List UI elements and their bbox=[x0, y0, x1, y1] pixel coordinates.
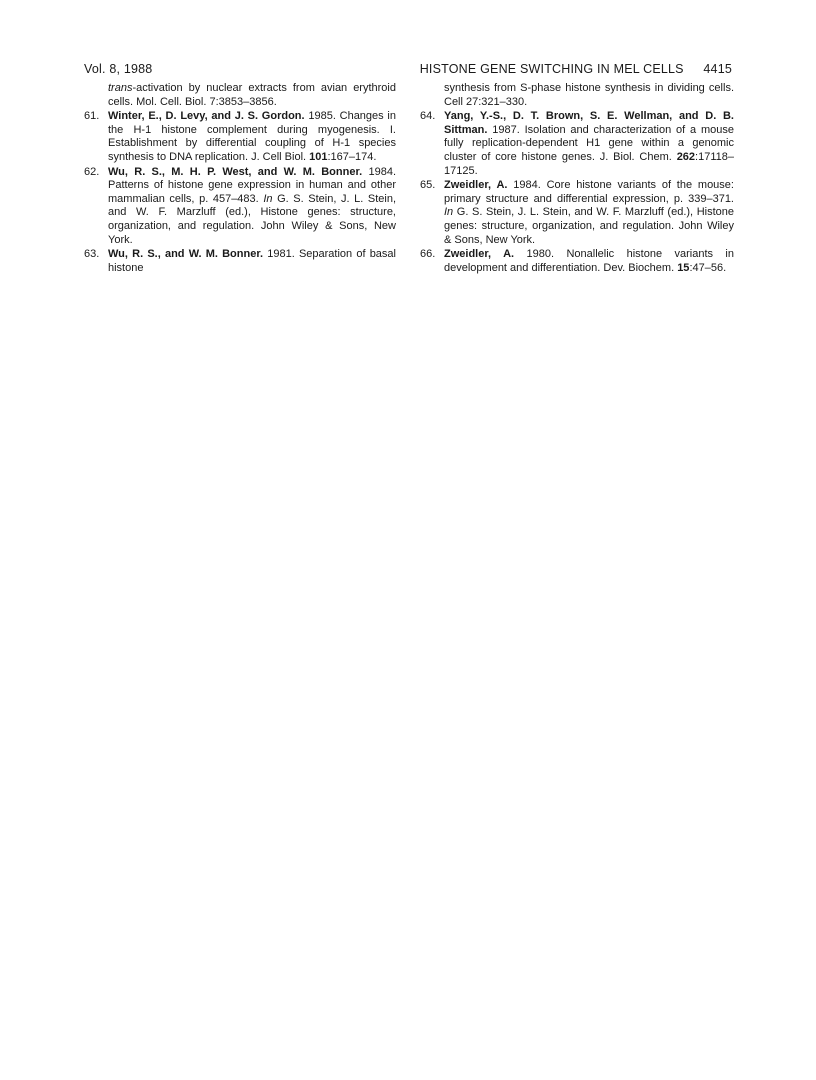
reference-authors: Zweidler, A. bbox=[444, 248, 515, 261]
italic-text: trans bbox=[108, 82, 133, 94]
reference-62 bbox=[84, 166, 396, 248]
italic-text: In bbox=[263, 192, 273, 205]
reference-number: 61. bbox=[84, 110, 100, 123]
reference-authors: Wu, R. S., and W. M. Bonner. bbox=[108, 248, 264, 261]
page-number: 4415 bbox=[703, 62, 732, 76]
reference-volume: 101 bbox=[309, 150, 328, 163]
reference-pages: :17118–17125. bbox=[444, 150, 734, 177]
reference-text: -activation by nuclear extracts from avian erythroid cells. Mol. Cell. Biol. 7:3853–3856. bbox=[108, 82, 396, 108]
reference-pages: :167–174. bbox=[327, 150, 377, 163]
reference-authors: Yang, Y.-S., D. T. Brown, S. E. Wellman, and D. B. Sittman. bbox=[444, 110, 734, 136]
header-right bbox=[420, 62, 732, 76]
reference-continuation bbox=[420, 82, 734, 109]
reference-64 bbox=[420, 110, 734, 178]
reference-number: 64. bbox=[420, 110, 436, 123]
reference-66 bbox=[420, 248, 734, 275]
reference-number: 63. bbox=[84, 248, 100, 261]
reference-number: 62. bbox=[84, 165, 100, 178]
reference-65 bbox=[420, 179, 734, 247]
journal-volume: Vol. 8, 1988 bbox=[84, 62, 153, 76]
reference-text: 1980. Nonallelic histone variants in development and differentiation. Dev. Biochem. bbox=[444, 248, 734, 274]
reference-63 bbox=[84, 248, 396, 275]
page-header bbox=[84, 62, 732, 82]
reference-volume: 262 bbox=[676, 150, 696, 163]
reference-authors: Winter, E., D. Levy, and J. S. Gordon. bbox=[108, 110, 305, 123]
reference-number: 65. bbox=[420, 179, 436, 192]
reference-pages: :47–56. bbox=[689, 261, 727, 274]
reference-number: 66. bbox=[420, 248, 436, 261]
reference-text: 1987. Isolation and characterization of a mouse fully replication-dependent H1 gene within a genomic cluster of core histone genes. J. Biol. Chem. bbox=[444, 123, 734, 163]
reference-text: synthesis from S-phase histone synthesis in dividing cells. Cell 27:321–330. bbox=[444, 82, 734, 108]
reference-volume: 15 bbox=[677, 261, 690, 274]
reference-text: 1981. Separation of basal histone bbox=[108, 248, 396, 274]
reference-text: 1984. Core histone variants of the mouse: primary structure and differential expression, p. 339–371. bbox=[444, 179, 734, 205]
reference-text: G. S. Stein, J. L. Stein, and W. F. Marzluff (ed.), Histone genes: structure, organization, and regulation. John Wiley & Sons, New York. bbox=[108, 192, 396, 246]
italic-text: In bbox=[444, 206, 454, 219]
reference-continuation bbox=[84, 82, 396, 109]
reference-text: 1984. Patterns of histone gene expression in human and other mammalian cells, p. 457–483. bbox=[108, 165, 397, 205]
reference-authors: Wu, R. S., M. H. P. West, and W. M. Bonner. bbox=[108, 165, 363, 178]
reference-authors: Zweidler, A. bbox=[444, 179, 508, 192]
reference-61 bbox=[84, 110, 396, 164]
left-column bbox=[84, 82, 396, 276]
running-title: HISTONE GENE SWITCHING IN MEL CELLS bbox=[419, 62, 684, 76]
right-column bbox=[420, 82, 734, 276]
reference-text: 1985. Changes in the H-1 histone complement during myogenesis. I. Establishment by differential coupling of H-1 species synthesis to DNA replication. J. Cell Biol. bbox=[108, 110, 396, 163]
reference-text: G. S. Stein, J. L. Stein, and W. F. Marzluff (ed.), Histone genes: structure, organization, and regulation. John Wiley & Sons, New York. bbox=[444, 206, 734, 246]
